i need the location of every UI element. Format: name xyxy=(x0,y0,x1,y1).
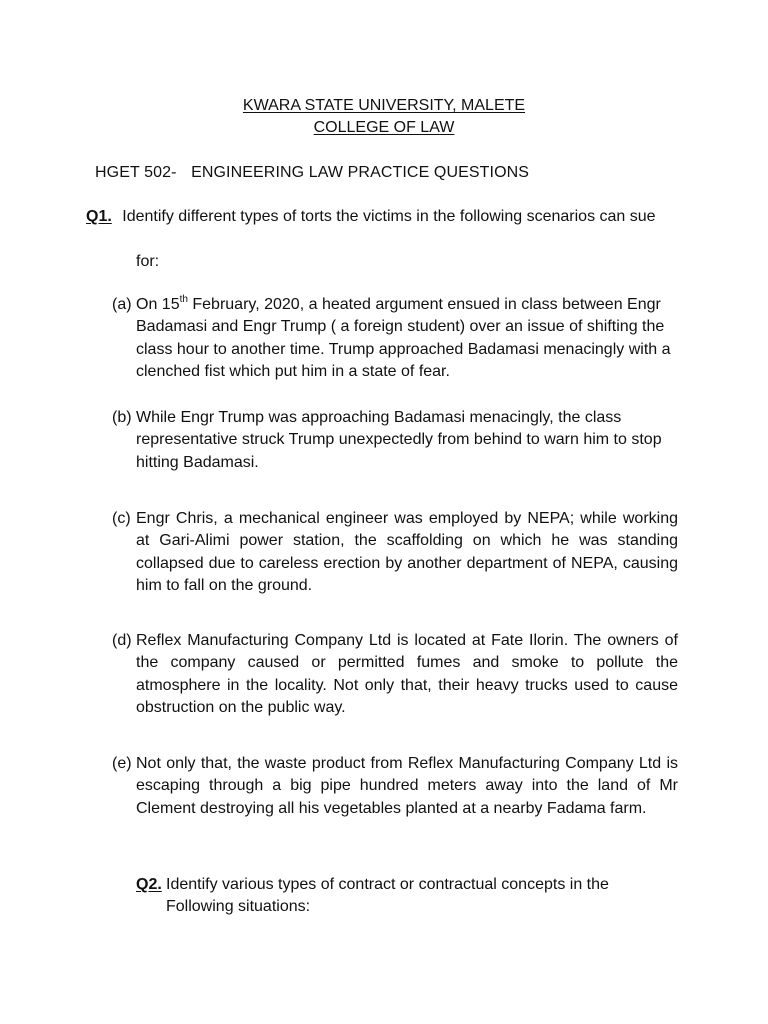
course-heading xyxy=(95,162,529,185)
question-1-item-c xyxy=(112,508,678,598)
item-marker: (e) xyxy=(112,755,132,772)
item-marker: (a) xyxy=(112,296,132,313)
question-2-prompt: Identify various types of contract or contractual concepts in the Following situations: xyxy=(166,876,609,916)
item-text: Not only that, the waste product from Reflex Manufacturing Company Ltd is escaping through a big pipe hundred meters away into the land of Mr Clement destroying all his vegetables planted at a nearby Fadama farm. xyxy=(136,755,678,817)
course-code: HGET 502- xyxy=(95,164,177,181)
question-2 xyxy=(136,874,676,919)
question-1-item-d xyxy=(112,630,678,720)
item-marker: (d) xyxy=(112,632,132,649)
item-text-rest: February, 2020, a heated argument ensued in class between Engr Badamasi and Engr Trump ( a foreign student) over an issue of shifting the class hour to another time. Trump approached Badamasi menacingly with a clenched fist which put him in a state of fear. xyxy=(136,296,671,381)
course-title: ENGINEERING LAW PRACTICE QUESTIONS xyxy=(191,164,530,181)
question-1-item-b xyxy=(112,407,678,474)
question-1-prompt: Identify different types of torts the victims in the following scenarios can sue xyxy=(122,208,656,225)
question-1-number: Q1. xyxy=(86,208,112,225)
question-1-item-a xyxy=(112,294,678,384)
item-text-start: On 15 xyxy=(136,296,180,313)
question-2-number: Q2. xyxy=(136,876,162,893)
item-text: Reflex Manufacturing Company Ltd is located at Fate Ilorin. The owners of the company caused or permitted fumes and smoke to pollute the atmosphere in the locality. Not only that, their heavy trucks used to cause obstruction on the public way. xyxy=(136,632,678,717)
ordinal-suffix: th xyxy=(179,293,188,305)
item-text: While Engr Trump was approaching Badamasi menacingly, the class representative struck Trump unexpectedly from behind to warn him to stop hitting Badamasi. xyxy=(136,409,662,471)
university-name: KWARA STATE UNIVERSITY, MALETE xyxy=(242,97,526,114)
item-text: Engr Chris, a mechanical engineer was employed by NEPA; while working at Gari-Alimi power station, the scaffolding on which he was standing collapsed due to careless erection by another department of NEPA, causing him to fall on the ground. xyxy=(136,510,678,595)
item-text xyxy=(112,294,678,384)
college-name: COLLEGE OF LAW xyxy=(313,119,455,136)
question-1-item-e xyxy=(112,753,678,820)
question-1 xyxy=(86,206,686,228)
question-1-prompt-end: for: xyxy=(136,253,160,270)
item-marker: (c) xyxy=(112,510,131,527)
item-marker: (b) xyxy=(112,409,132,426)
